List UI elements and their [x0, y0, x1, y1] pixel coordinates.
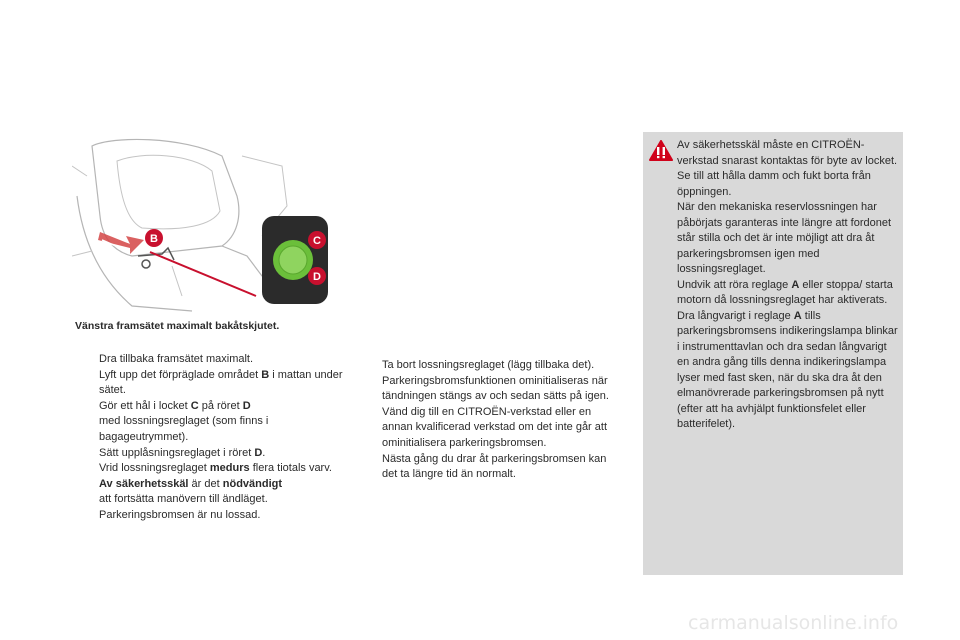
item-text: Ta bort lossningsreglaget (lägg tillbaka det).	[382, 359, 595, 371]
warning-bold: A	[793, 309, 802, 322]
item-text: Parkeringsbromsfunktionen ominitialiseras när tändningen stängs av och sedan sätts på igen. Vänd dig till en CITROËN-verkstad eller en annan kvalificerad verkstad om det inte går att ominitialisera parkeringsbromsen.	[382, 374, 609, 449]
warning-text	[677, 138, 899, 433]
warning-paragraph: När den mekaniska reservlossningen har påbörjats garanteras inte längre att fordonet står stilla och det är inte möjligt att dra åt parkeringsbromsen igen med lossningsreglaget.	[677, 201, 892, 275]
label-c-badge	[308, 231, 326, 249]
warning-paragraph	[677, 278, 899, 309]
warning-paragraph: Se till att hålla damm och fukt borta från öppningen.	[677, 170, 871, 198]
list-item	[75, 399, 345, 446]
instructions-column-1	[75, 352, 345, 524]
svg-text:B: B	[150, 233, 158, 245]
item-text: Lyft upp det förpräglade området	[99, 368, 262, 381]
list-item	[75, 352, 345, 368]
warning-icon	[649, 140, 673, 162]
label-b-badge	[145, 229, 163, 247]
item-bold: C	[190, 399, 199, 412]
item-text: Dra tillbaka framsätet maximalt.	[99, 353, 254, 365]
note-text: att fortsätta manövern till ändläget.	[99, 493, 268, 506]
item-text: Sätt upplåsningsreglaget i röret	[99, 446, 255, 459]
item-bold: B	[261, 368, 270, 381]
watermark: carmanualsonline.info	[688, 612, 899, 634]
warning-span: eller stoppa/ starta motorn då lossningsreglaget har aktiverats.	[677, 278, 893, 306]
pull-arrow-icon	[98, 232, 144, 254]
list-item	[358, 374, 620, 452]
warning-span: Dra långvarigt i reglage	[677, 309, 794, 322]
list-item	[358, 452, 620, 483]
note-bold: nödvändigt	[222, 477, 283, 490]
item-bold: D	[242, 399, 251, 412]
item-text: Vrid lossningsreglaget	[99, 462, 210, 475]
seat-illustration	[72, 136, 332, 314]
warning-span: tills parkeringsbromsens indikeringslampa blinkar i instrumenttavlan och dra sedan långvarigt en andra gång tills denna indikeringslampa lyser med fast sken, när du ska dra åt den elmanövrerade parkeringsbromsen på nytt (efter att ha avhjälpt funktionsfelet eller batterifelet).	[677, 309, 898, 430]
item-bold: D	[254, 446, 263, 459]
label-d-badge	[308, 267, 326, 285]
item-text: .	[262, 446, 266, 459]
lid-c-icon	[273, 240, 313, 280]
item-text: med lossningsreglaget (som finns i bagageutrymmet).	[99, 415, 269, 443]
warning-box	[643, 132, 903, 575]
list-item	[358, 358, 620, 374]
item-text: Gör ett hål i locket	[99, 399, 191, 412]
figure-caption: Vänstra framsätet maximalt bakåtskjutet.	[75, 320, 280, 332]
list-item	[75, 461, 345, 477]
list-item	[75, 446, 345, 462]
item-text: Nästa gång du drar åt parkeringsbromsen kan det ta längre tid än normalt.	[382, 452, 607, 481]
instructions-column-2	[358, 358, 620, 483]
warning-paragraph	[677, 309, 899, 433]
note-bold: Av säkerhetsskäl	[99, 477, 189, 490]
svg-text:C: C	[313, 235, 321, 247]
note-text: Parkeringsbromsen är nu lossad.	[99, 508, 261, 521]
item-text: i mattan under sätet.	[99, 368, 343, 397]
svg-text:D: D	[313, 271, 321, 283]
note-text: är det	[188, 477, 223, 490]
item-text: flera tiotals varv.	[249, 462, 332, 475]
safety-note	[75, 477, 345, 524]
item-bold: medurs	[209, 462, 250, 475]
warning-paragraph: Av säkerhetsskäl måste en CITROËN-verkstad snarast kontaktas för byte av locket.	[677, 139, 898, 167]
item-text: på röret	[198, 399, 243, 412]
list-item	[75, 368, 345, 399]
warning-span: Undvik att röra reglage	[677, 278, 792, 291]
warning-bold: A	[791, 278, 800, 291]
